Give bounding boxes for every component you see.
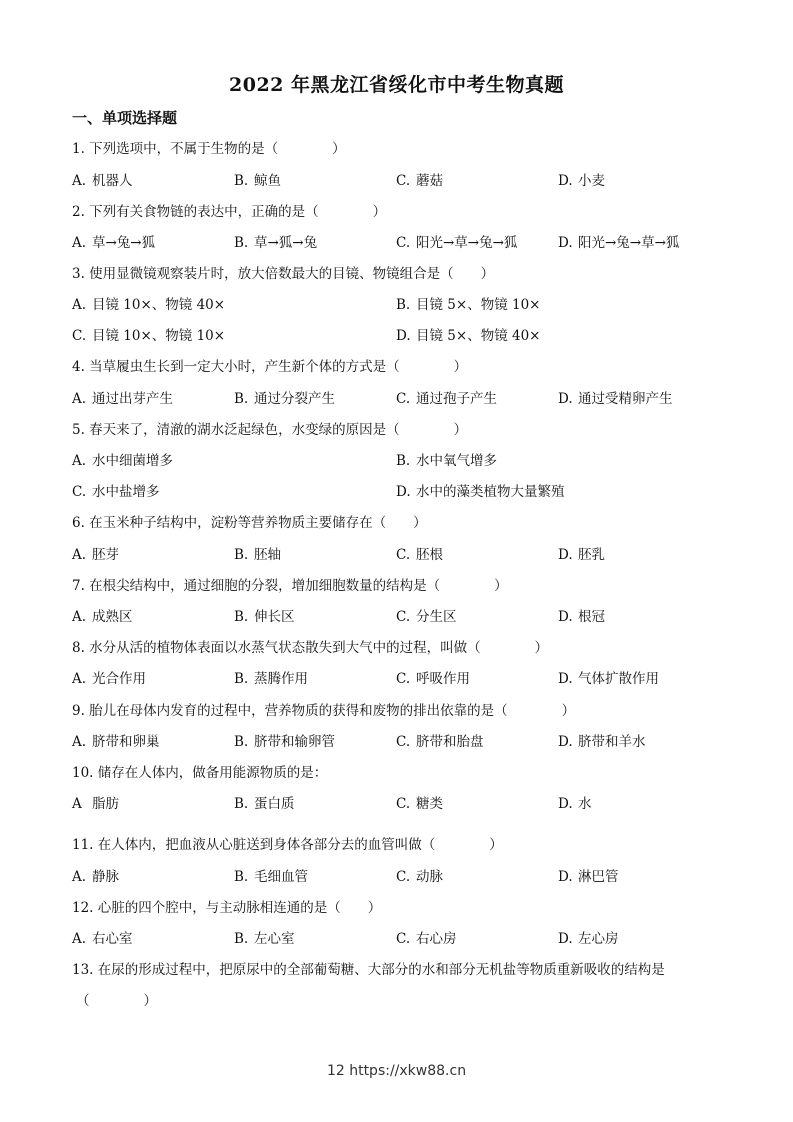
option-text: 光合作用 [92, 671, 146, 687]
option-text: 水中细菌增多 [92, 453, 173, 469]
option-letter: D. [558, 173, 573, 189]
option-letter: C. [396, 609, 411, 625]
option-text: 草→狐→兔 [254, 235, 318, 251]
option-text: 胚轴 [254, 547, 281, 563]
option-letter: B. [234, 869, 249, 885]
answer-option [396, 731, 484, 753]
answer-option [396, 793, 443, 815]
option-text: 伸长区 [254, 609, 295, 625]
option-letter: D. [558, 869, 573, 885]
answer-option [234, 170, 281, 192]
answer-option [72, 866, 119, 888]
question-stem: 13. 在尿的形成过程中，把原尿中的全部葡萄糖、大部分的水和部分无机盐等物质重新吸收的结构是 [72, 962, 665, 978]
question-stem: 7. 在根尖结构中，通过细胞的分裂，增加细胞数量的结构是（ ） [72, 578, 508, 594]
answer-option [396, 866, 443, 888]
answer-option [396, 481, 565, 503]
option-letter: B. [234, 734, 249, 750]
option-text: 草→兔→狐 [92, 235, 156, 251]
option-letter: C. [396, 869, 411, 885]
answer-option [234, 544, 281, 566]
answer-option [72, 481, 160, 503]
option-letter: D. [558, 609, 573, 625]
option-letter: D. [396, 484, 411, 500]
option-text: 水中氧气增多 [416, 453, 497, 469]
option-text: 水中盐增多 [92, 484, 160, 500]
option-text: 左心室 [254, 931, 295, 947]
option-text: 静脉 [92, 869, 119, 885]
answer-option [396, 388, 497, 410]
answer-option [234, 928, 295, 950]
option-text: 根冠 [578, 609, 605, 625]
option-text: 水中的藻类植物大量繁殖 [416, 484, 565, 500]
answer-option [234, 388, 335, 410]
option-text: 通过孢子产生 [416, 391, 497, 407]
answer-option [396, 232, 517, 254]
option-text: 蘑菇 [416, 173, 443, 189]
answer-option [558, 928, 619, 950]
answer-option [72, 928, 133, 950]
option-letter: D. [558, 796, 573, 812]
answer-option [558, 232, 679, 254]
option-letter: D. [558, 235, 573, 251]
option-text: 脐带和羊水 [578, 734, 646, 750]
question-stem: 5. 春天来了，清澈的湖水泛起绿色，水变绿的原因是（ ） [72, 422, 468, 438]
option-letter: A. [72, 931, 87, 947]
option-letter: A. [72, 609, 87, 625]
option-text: 脐带和输卵管 [254, 734, 335, 750]
answer-option [558, 544, 605, 566]
option-letter: C. [396, 391, 411, 407]
answer-option [72, 793, 119, 815]
option-letter: C. [396, 547, 411, 563]
answer-option [72, 325, 225, 347]
option-letter: A. [72, 297, 87, 313]
section-heading: 一、单项选择题 [72, 109, 178, 127]
answer-option [72, 388, 173, 410]
answer-option [234, 232, 317, 254]
option-letter: A [72, 796, 82, 812]
option-letter: B. [234, 609, 249, 625]
option-text: 右心房 [416, 931, 457, 947]
answer-option [234, 793, 295, 815]
question-stem: 9. 胎儿在母体内发育的过程中，营养物质的获得和废物的排出依靠的是（ ） [72, 703, 576, 719]
option-text: 左心房 [578, 931, 619, 947]
answer-option [558, 388, 673, 410]
answer-option [558, 731, 646, 753]
answer-option [72, 544, 119, 566]
option-letter: D. [558, 931, 573, 947]
answer-option [396, 668, 470, 690]
answer-option [72, 232, 155, 254]
option-text: 气体扩散作用 [578, 671, 659, 687]
option-text: 糖类 [416, 796, 443, 812]
page-title: 2022 年黑龙江省绥化市中考生物真题 [229, 74, 564, 96]
option-letter: C. [396, 671, 411, 687]
option-letter: B. [234, 671, 249, 687]
answer-option [396, 450, 497, 472]
answer-option [234, 731, 335, 753]
answer-option [558, 668, 659, 690]
option-text: 脐带和卵巢 [92, 734, 160, 750]
option-text: 阳光→草→兔→狐 [416, 235, 518, 251]
question-stem: 8. 水分从活的植物体表面以水蒸气状态散失到大气中的过程，叫做（ ） [72, 640, 549, 656]
option-letter: A. [72, 734, 87, 750]
question-stem: 4. 当草履虫生长到一定大小时，产生新个体的方式是（ ） [72, 359, 468, 375]
option-text: 胚芽 [92, 547, 119, 563]
option-text: 脂肪 [92, 796, 119, 812]
option-text: 目镜 10×、物镜 40× [92, 297, 226, 313]
option-text: 胚乳 [578, 547, 605, 563]
option-letter: C. [396, 173, 411, 189]
answer-option [72, 450, 173, 472]
option-text: 鲸鱼 [254, 173, 281, 189]
option-letter: A. [72, 547, 87, 563]
option-text: 阳光→兔→草→狐 [578, 235, 680, 251]
option-text: 机器人 [92, 173, 133, 189]
option-letter: B. [234, 547, 249, 563]
answer-option [396, 170, 443, 192]
option-text: 通过受精卵产生 [578, 391, 673, 407]
answer-option [72, 731, 160, 753]
option-letter: A. [72, 453, 87, 469]
question-stem: 11. 在人体内，把血液从心脏送到身体各部分去的血管叫做（ ） [72, 837, 503, 853]
option-text: 目镜 5×、物镜 40× [416, 328, 541, 344]
option-letter: A. [72, 235, 87, 251]
option-text: 右心室 [92, 931, 133, 947]
question-stem: 3. 使用显微镜观察装片时，放大倍数最大的目镜、物镜组合是（ ） [72, 266, 495, 282]
option-letter: C. [396, 931, 411, 947]
option-text: 淋巴管 [578, 869, 619, 885]
question-stem: 10. 储存在人体内，做备用能源物质的是： [72, 765, 328, 781]
option-letter: A. [72, 391, 87, 407]
option-text: 小麦 [578, 173, 605, 189]
answer-option [234, 606, 295, 628]
question-stem: 12. 心脏的四个腔中，与主动脉相连通的是（ ） [72, 900, 382, 916]
option-letter: C. [72, 328, 87, 344]
option-letter: D. [558, 734, 573, 750]
answer-option [72, 668, 146, 690]
option-letter: C. [396, 796, 411, 812]
answer-option [72, 606, 133, 628]
option-text: 目镜 10×、物镜 10× [92, 328, 226, 344]
answer-option [558, 170, 605, 192]
option-text: 胚根 [416, 547, 443, 563]
answer-option [558, 866, 619, 888]
option-letter: C. [396, 235, 411, 251]
answer-option [396, 294, 540, 316]
answer-option [396, 544, 443, 566]
option-letter: C. [72, 484, 87, 500]
option-letter: C. [396, 734, 411, 750]
option-letter: A. [72, 671, 87, 687]
option-letter: B. [234, 391, 249, 407]
answer-option [72, 170, 133, 192]
option-text: 通过出芽产生 [92, 391, 173, 407]
option-letter: B. [234, 173, 249, 189]
option-text: 分生区 [416, 609, 457, 625]
option-text: 水 [578, 796, 592, 812]
option-text: 蒸腾作用 [254, 671, 308, 687]
question-stem: 6. 在玉米种子结构中，淀粉等营养物质主要储存在（ ） [72, 515, 427, 531]
question-stem: 2. 下列有关食物链的表达中，正确的是（ ） [72, 204, 387, 220]
option-letter: B. [396, 297, 411, 313]
answer-option [396, 606, 457, 628]
answer-option [72, 294, 225, 316]
answer-option [558, 606, 605, 628]
answer-option [396, 325, 540, 347]
option-letter: D. [396, 328, 411, 344]
option-text: 毛细血管 [254, 869, 308, 885]
option-letter: D. [558, 391, 573, 407]
option-text: 通过分裂产生 [254, 391, 335, 407]
answer-option [396, 928, 457, 950]
option-letter: B. [396, 453, 411, 469]
option-letter: B. [234, 931, 249, 947]
option-letter: B. [234, 796, 249, 812]
option-text: 脐带和胎盘 [416, 734, 484, 750]
option-text: 呼吸作用 [416, 671, 470, 687]
option-text: 蛋白质 [254, 796, 295, 812]
option-letter: D. [558, 671, 573, 687]
option-text: 动脉 [416, 869, 443, 885]
page-footer: 12 https://xkw88.cn [326, 1063, 467, 1079]
question-stem: 1. 下列选项中，不属于生物的是（ ） [72, 141, 346, 157]
option-letter: A. [72, 869, 87, 885]
option-letter: B. [234, 235, 249, 251]
option-letter: D. [558, 547, 573, 563]
option-text: 成熟区 [92, 609, 133, 625]
answer-option [234, 866, 308, 888]
answer-option [558, 793, 592, 815]
question-stem-continuation: （ ） [76, 993, 157, 1009]
option-letter: A. [72, 173, 87, 189]
answer-option [234, 668, 308, 690]
option-text: 目镜 5×、物镜 10× [416, 297, 541, 313]
